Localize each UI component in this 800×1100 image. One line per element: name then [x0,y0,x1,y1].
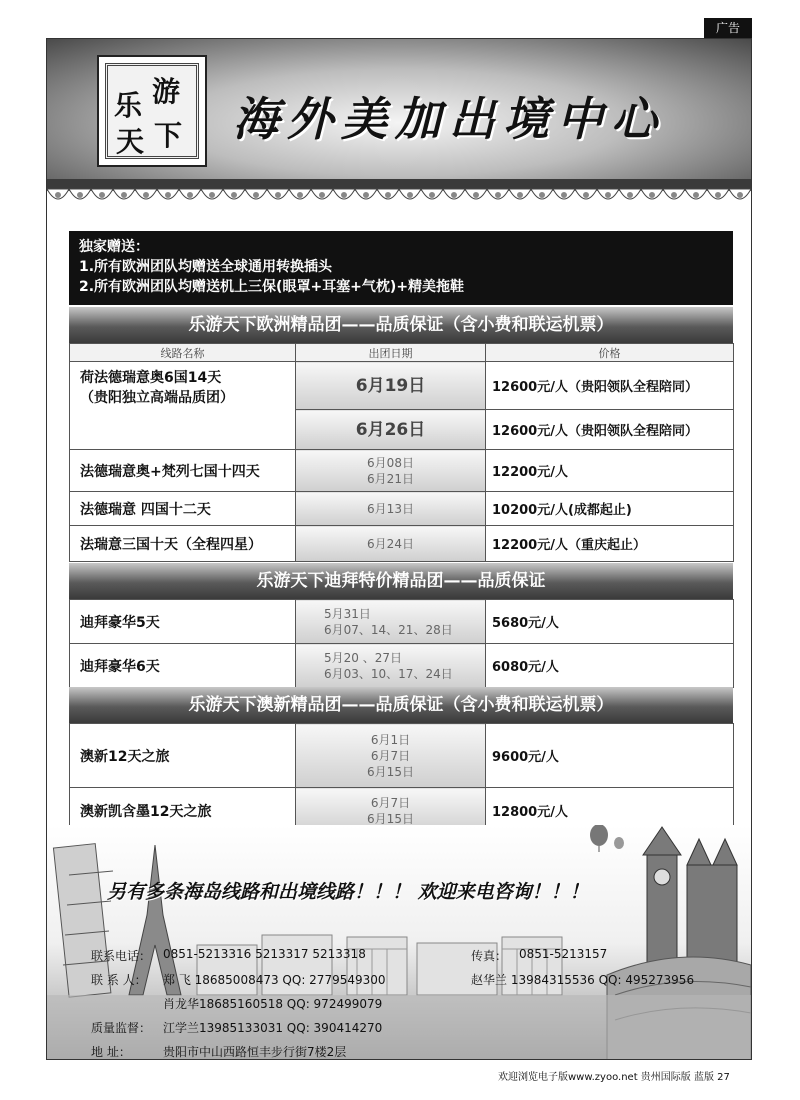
col-departure-date: 出团日期 [296,344,486,362]
address: 贵阳市中山西路恒丰步行街7楼2层 [163,1045,347,1059]
ad-frame [46,38,752,1060]
contact-person-3: 肖龙华18685160518 QQ: 972499079 [163,997,383,1011]
departure-date: 6月24日 [296,526,486,562]
table-row [70,526,734,562]
price: 10200元/人(成都起止) [486,492,734,526]
date-line-2: 6月07、14、21、28日 [324,622,453,637]
date-line-2: 6月21日 [367,471,414,486]
fax-number: 0851-5213157 [519,947,608,961]
landmark-scene [47,825,751,1060]
departure-date: 6月13日 [296,492,486,526]
logo-char-3: 天 [116,125,145,158]
route-name: 法德瑞意 四国十二天 [70,492,296,526]
europe-section-title: 乐游天下欧洲精品团——品质保证（含小费和联运机票） [69,307,733,343]
departure-date [296,450,486,492]
route-name: 澳新凯含墨12天之旅 [70,788,296,834]
table-row [70,644,734,688]
date-line-2: 6月03、10、17、24日 [324,666,453,681]
europe-header-row [70,344,734,362]
departure-date: 6月19日 [296,362,486,410]
date-line-1: 5月20 、27日 [324,650,402,665]
page-footer: 欢迎浏览电子版www.zyoo.net 贵州国际版 蓝版 27 [498,1072,730,1083]
dubai-section-title: 乐游天下迪拜特价精品团——品质保证 [69,563,733,599]
date-line-1: 6月7日 [370,795,411,810]
departure-date [296,644,486,688]
contact-person-label: 联 系 人： [91,973,147,987]
contact-person-1: 郑 飞 18685008473 QQ: 2779549300 [163,973,386,987]
gift-title: 独家赠送： [79,239,149,255]
contact-person-2: 赵华兰 13984315536 QQ: 495273956 [471,973,695,987]
table-row [70,492,734,526]
ad-tag: 广告 [704,18,752,38]
price: 12200元/人 [486,450,734,492]
logo-char-4: 下 [154,119,183,152]
date-line-1: 6月1日 [370,732,411,747]
phone-numbers: 0851-5213316 5213317 5213318 [163,947,366,961]
header-title: 海外美加出境中心 [233,92,665,146]
quality-contact: 江学兰13985133031 QQ: 390414270 [163,1021,383,1035]
logo [97,55,207,167]
gift-line-2: 2.所有欧洲团队均赠送机上三保(眼罩+耳塞+气枕)+精美拖鞋 [79,279,465,295]
address-label: 地 址： [91,1045,131,1059]
europe-table [69,343,734,562]
price: 9600元/人 [486,724,734,788]
date-line-3: 6月15日 [367,764,414,779]
logo-inner [105,63,199,159]
date-line-1: 5月31日 [324,606,371,621]
table-row [70,450,734,492]
route-name-line-1: 荷法德瑞意奥6国14天 [80,370,222,386]
price: 6080元/人 [486,644,734,688]
landmark-skyline-illustration [47,825,751,1060]
date-line-1: 6月08日 [367,455,414,470]
dubai-table [69,599,734,688]
table-row [70,600,734,644]
price: 12200元/人（重庆起止） [486,526,734,562]
route-name: 迪拜豪华6天 [70,644,296,688]
exclusive-gift-box [69,231,733,305]
lace-border [47,179,751,213]
header-banner [47,39,751,191]
price: 12600元/人（贵阳领队全程陪同） [486,362,734,410]
col-route-name: 线路名称 [70,344,296,362]
aunz-table [69,723,734,834]
gift-line-1: 1.所有欧洲团队均赠送全球通用转换插头 [79,259,333,275]
date-line-2: 6月7日 [370,748,411,763]
price: 12800元/人 [486,788,734,834]
departure-date [296,724,486,788]
logo-char-2: 游 [152,75,181,108]
departure-date: 6月26日 [296,410,486,450]
fax-label: 传真： [471,949,508,963]
col-price: 价格 [486,344,734,362]
route-name [70,362,296,450]
route-name: 法瑞意三国十天（全程四星） [70,526,296,562]
route-name: 澳新12天之旅 [70,724,296,788]
price: 5680元/人 [486,600,734,644]
slogan: 另有多条海岛线路和出境线路！！！ 欢迎来电咨询！！！ [107,881,589,903]
table-row [70,724,734,788]
logo-char-1: 乐 [114,89,143,122]
quality-label: 质量监督： [91,1021,152,1035]
route-name: 迪拜豪华5天 [70,600,296,644]
price: 12600元/人（贵阳领队全程陪同） [486,410,734,450]
departure-date [296,600,486,644]
route-name-line-2: （贵阳独立高端品质团） [80,390,234,406]
route-name: 法德瑞意奥+梵列七国十四天 [70,450,296,492]
aunz-section-title: 乐游天下澳新精品团——品质保证（含小费和联运机票） [69,687,733,723]
table-row [70,362,734,410]
phone-label: 联系电话： [91,949,152,963]
date-line-2: 6月15日 [367,811,414,826]
